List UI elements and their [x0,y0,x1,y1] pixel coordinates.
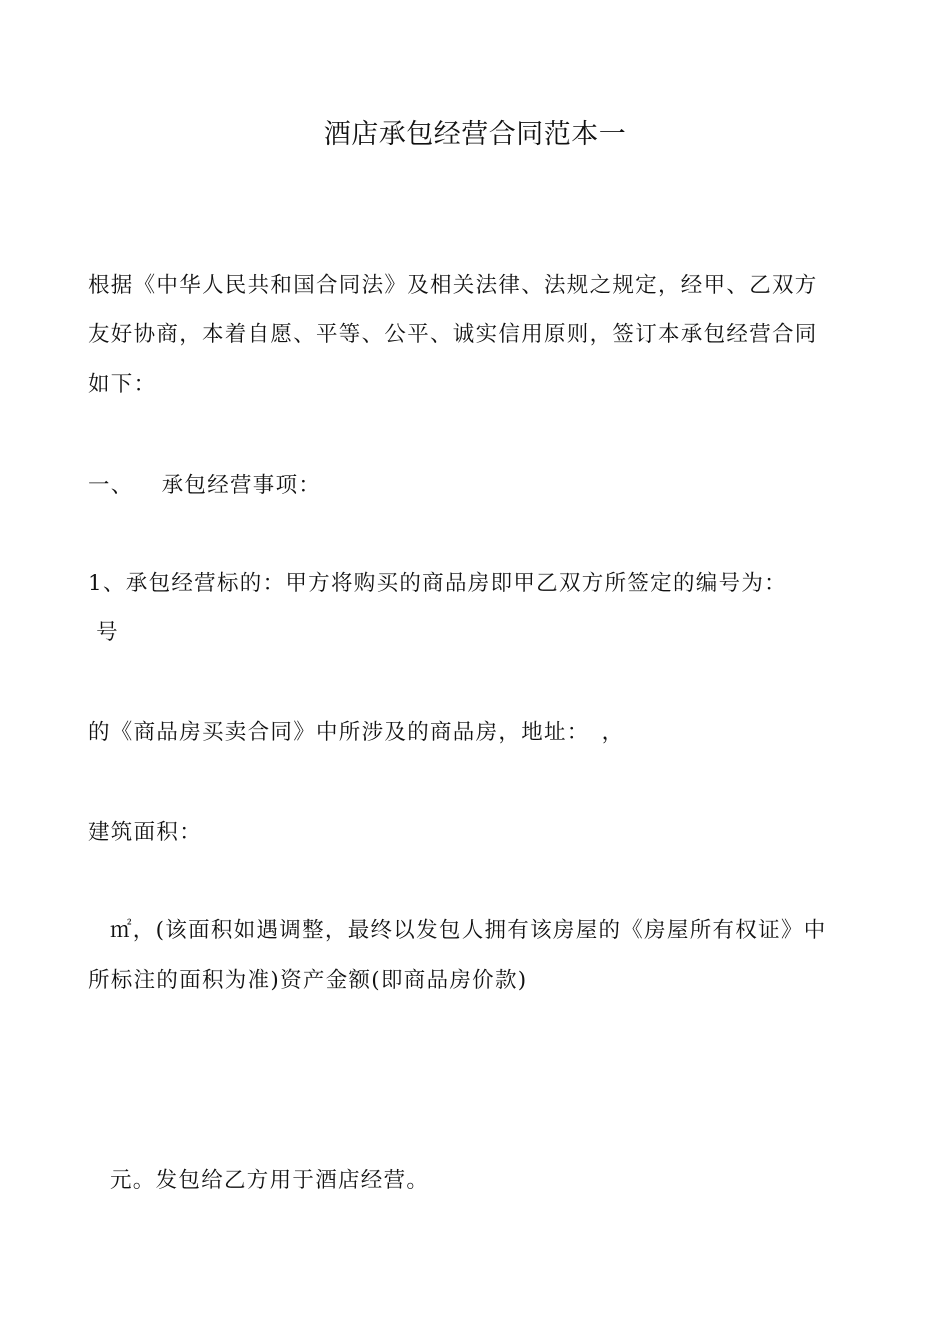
item-1-line-2: 号 [88,620,119,645]
section-heading-text: 承包经营事项： [161,473,322,498]
closing-line: 元。发包给乙方用于酒店经营。 [110,1168,430,1193]
section-heading-1 [88,470,868,502]
intro-line-3: 如下： [88,372,157,397]
intro-line-1: 根据《中华人民共和国合同法》及相关法律、法规之规定，经甲、乙双方 [88,273,818,298]
document-title: 酒店承包经营合同范本一 [323,119,627,150]
contract-line: 的《商品房买卖合同》中所涉及的商品房，地址： ， [88,720,625,745]
area-note-line-2: 所标注的面积为准)资产金额(即商品房价款) [88,968,528,993]
area-note-line-1: ㎡，(该面积如遇调整，最终以发包人拥有该房屋的《房屋所有权证》中 [110,918,827,943]
item-1-line-1: 1、承包经营标的：甲方将购买的商品房即甲乙双方所签定的编号为： [88,571,787,596]
section-number: 一、 [88,473,134,498]
intro-line-2: 友好协商，本着自愿、平等、公平、诚实信用原则，签订本承包经营合同 [88,322,818,347]
area-label: 建筑面积： [88,820,203,845]
